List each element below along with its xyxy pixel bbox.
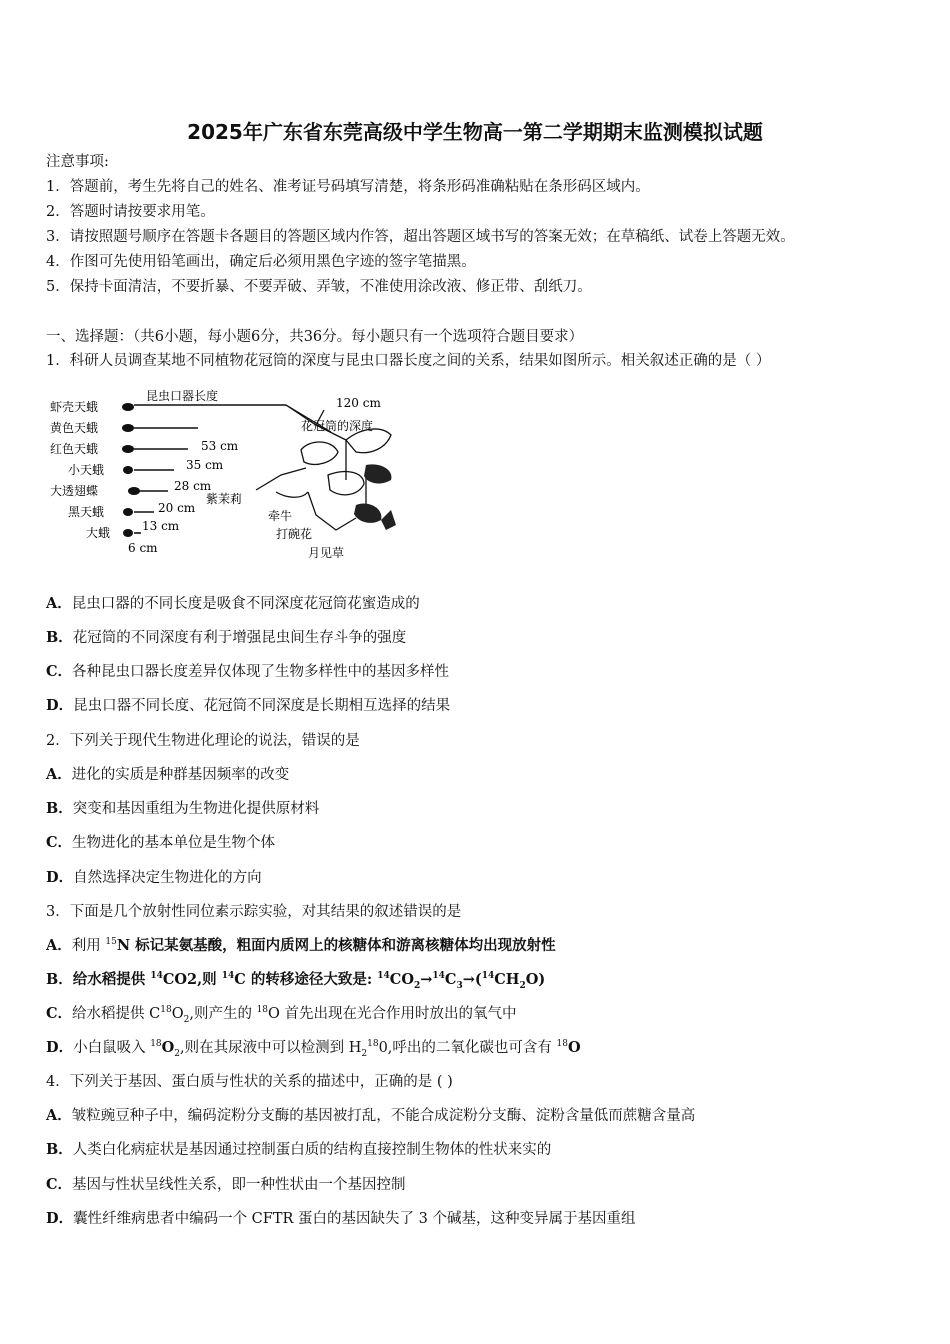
- option-text: →: [420, 971, 433, 988]
- length-label: 6 cm: [128, 541, 158, 555]
- option-text: O: [171, 1006, 184, 1022]
- option-item: [46, 696, 450, 716]
- length-label: 53 cm: [201, 439, 239, 453]
- option-item: [46, 1004, 517, 1024]
- insect-label: 大透翅蝶: [50, 484, 99, 498]
- option-text: O: [161, 1039, 175, 1056]
- option-text: 自然选择决定生物进化的方向: [73, 870, 262, 886]
- option-text: 昆虫口器的不同长度是吸食不同深度花冠筒花蜜造成的: [71, 596, 420, 612]
- option-item: [46, 1106, 695, 1126]
- option-letter: B．: [46, 800, 73, 817]
- isotope-mark: 15: [105, 937, 117, 948]
- option-item: [46, 799, 319, 819]
- option-item: [46, 970, 545, 990]
- option-text: 给水稻提供 C: [72, 1006, 161, 1022]
- option-text: C: [444, 971, 457, 988]
- page-title: 2025年广东省东莞高级中学生物高一第二学期期末监测模拟试题: [187, 120, 763, 144]
- length-label: 120 cm: [336, 396, 381, 410]
- option-letter: C．: [46, 1005, 73, 1022]
- notice-item: 5．保持卡面清洁，不要折暴、不要弄破、弄皱，不准使用涂改液、修正带、刮纸刀。: [46, 279, 592, 295]
- option-item: [46, 1209, 635, 1229]
- flower-label: 牵牛: [268, 509, 293, 523]
- subscript: 2: [174, 1048, 181, 1059]
- option-letter: A．: [46, 595, 72, 612]
- option-text: 各种昆虫口器长度差异仅体现了生物多样性中的基因多样性: [72, 664, 450, 680]
- option-text: C 的转移途径大致是:: [234, 971, 378, 988]
- option-item: [46, 765, 289, 785]
- option-text: 给水稻提供: [72, 971, 151, 988]
- option-text: CO: [389, 971, 414, 988]
- question-4-stem: 4．下列关于基因、蛋白质与性状的关系的描述中，正确的是 ( ): [46, 1074, 453, 1090]
- subscript: 2: [519, 980, 526, 991]
- option-item: [46, 833, 275, 853]
- insect-label: 小天蛾: [68, 463, 105, 477]
- option-text: →(: [462, 971, 482, 988]
- option-item: [46, 1038, 581, 1058]
- isotope-mark: 18: [367, 1039, 379, 1050]
- option-text: 小白鼠吸入: [73, 1040, 151, 1056]
- notice-item: 4．作图可先使用铅笔画出，确定后必须用黑色字迹的签字笔描黑。: [46, 254, 476, 270]
- option-text: CH: [494, 971, 520, 988]
- option-letter: A．: [46, 937, 72, 954]
- insect-flower-figure: [46, 380, 416, 565]
- option-letter: B．: [46, 971, 73, 988]
- option-letter: C．: [46, 663, 73, 680]
- flower-label: 打碗花: [276, 527, 313, 541]
- option-letter: D．: [46, 869, 74, 886]
- length-label: 20 cm: [158, 501, 196, 515]
- flower-fill: [354, 464, 396, 530]
- option-text: 利用: [71, 938, 106, 954]
- option-letter: A．: [46, 1107, 72, 1124]
- subscript: 3: [456, 980, 463, 991]
- flower-label: 月见草: [308, 546, 345, 560]
- insect-label: 黑天蛾: [68, 505, 105, 519]
- option-text: CO2,则: [162, 971, 222, 988]
- option-text: O 首先出现在光合作用时放出的氧气中: [268, 1006, 517, 1022]
- option-text: 基因与性状呈线性关系，即一种性状由一个基因控制: [72, 1177, 406, 1193]
- section-heading: 一、选择题：（共6小题，每小题6分，共36分。每小题只有一个选项符合题目要求）: [46, 329, 584, 345]
- depth-label: 花冠筒的深度: [301, 419, 374, 433]
- isotope-mark: 18: [160, 1005, 172, 1016]
- notice-item: 2．答题时请按要求用笔。: [46, 204, 215, 220]
- option-letter: C．: [46, 1176, 73, 1193]
- option-text: O): [525, 971, 546, 988]
- length-label: 13 cm: [142, 519, 180, 533]
- option-item: [46, 628, 406, 648]
- option-letter: C．: [46, 834, 73, 851]
- option-letter: D．: [46, 1210, 74, 1227]
- option-letter: D．: [46, 1039, 74, 1056]
- notice-heading: 注意事项:: [46, 154, 109, 170]
- question-2-stem: 2．下列关于现代生物进化理论的说法，错误的是: [46, 733, 360, 749]
- question-3-stem: 3．下面是几个放射性同位素示踪实验，对其结果的叙述错误的是: [46, 904, 462, 920]
- option-letter: D．: [46, 697, 74, 714]
- notice-item: 3．请按照题号顺序在答题卡各题目的答题区域内作答，超出答题区域书写的答案无效；在草稿纸、试卷上答题无效。: [46, 229, 795, 245]
- insect-label: 虾壳天蛾: [50, 400, 99, 414]
- insect-label: 大蛾: [86, 526, 111, 540]
- isotope-mark: 14: [432, 971, 445, 982]
- option-item: [46, 1175, 406, 1195]
- option-text: ,则在其尿液中可以检测到 H: [180, 1040, 362, 1056]
- isotope-mark: 18: [150, 1039, 162, 1050]
- option-letter: A．: [46, 766, 72, 783]
- isotope-mark: 14: [377, 971, 390, 982]
- subscript: 2: [183, 1014, 190, 1025]
- question-1-stem: 1．科研人员调查某地不同植物花冠筒的深度与昆虫口器长度之间的关系，结果如图所示。相关叙述正确的是（ ）: [46, 353, 771, 369]
- option-item: [46, 868, 262, 888]
- option-text: 花冠筒的不同深度有利于增强昆虫间生存斗争的强度: [72, 630, 407, 646]
- option-text: ,则产生的: [189, 1006, 257, 1022]
- length-label: 35 cm: [186, 458, 224, 472]
- subscript: 2: [413, 980, 421, 991]
- option-text: 人类白化病症状是基因通过控制蛋白质的结构直接控制生物体的性状来实的: [72, 1142, 552, 1158]
- isotope-mark: 14: [150, 971, 163, 982]
- mouthpart-label: 昆虫口器长度: [146, 389, 219, 403]
- option-letter: B．: [46, 629, 73, 646]
- isotope-mark: 14: [221, 971, 235, 982]
- option-text: 进化的实质是种群基因频率的改变: [71, 767, 290, 783]
- option-item: [46, 662, 449, 682]
- option-letter: B．: [46, 1141, 73, 1158]
- option-text: 0,呼出的二氧化碳也可含有: [378, 1040, 557, 1056]
- length-label: 28 cm: [174, 479, 212, 493]
- option-item: [46, 594, 420, 614]
- notice-item: 1．答题前，考生先将自己的姓名、准考证号码填写清楚，将条形码准确粘贴在条形码区域内。: [46, 179, 650, 195]
- option-text: O: [567, 1039, 581, 1056]
- isotope-mark: 18: [256, 1005, 269, 1016]
- option-text: 昆虫口器不同长度、花冠筒不同深度是长期相互选择的结果: [73, 698, 451, 714]
- option-item: [46, 1140, 551, 1160]
- flower-label: 紫茉莉: [206, 492, 243, 506]
- option-text: 囊性纤维病患者中编码一个 CFTR 蛋白的基因缺失了 3 个碱基，这种变异属于基因重组: [73, 1211, 636, 1227]
- option-text: 皱粒豌豆种子中，编码淀粉分支酶的基因被打乱，不能合成淀粉分支酶、淀粉含量低而蔗糖含量高: [71, 1108, 696, 1124]
- option-text: 生物进化的基本单位是生物个体: [72, 835, 276, 851]
- isotope-mark: 14: [481, 971, 495, 982]
- isotope-mark: 18: [556, 1039, 568, 1050]
- option-text: 突变和基因重组为生物进化提供原材料: [72, 801, 320, 817]
- option-text: N 标记某氨基酸，粗面内质网上的核糖体和游离核糖体均出现放射性: [116, 937, 556, 954]
- option-item: [46, 936, 556, 956]
- subscript: 2: [361, 1048, 368, 1059]
- insect-label: 红色天蛾: [50, 442, 99, 456]
- insect-label: 黄色天蛾: [50, 421, 99, 435]
